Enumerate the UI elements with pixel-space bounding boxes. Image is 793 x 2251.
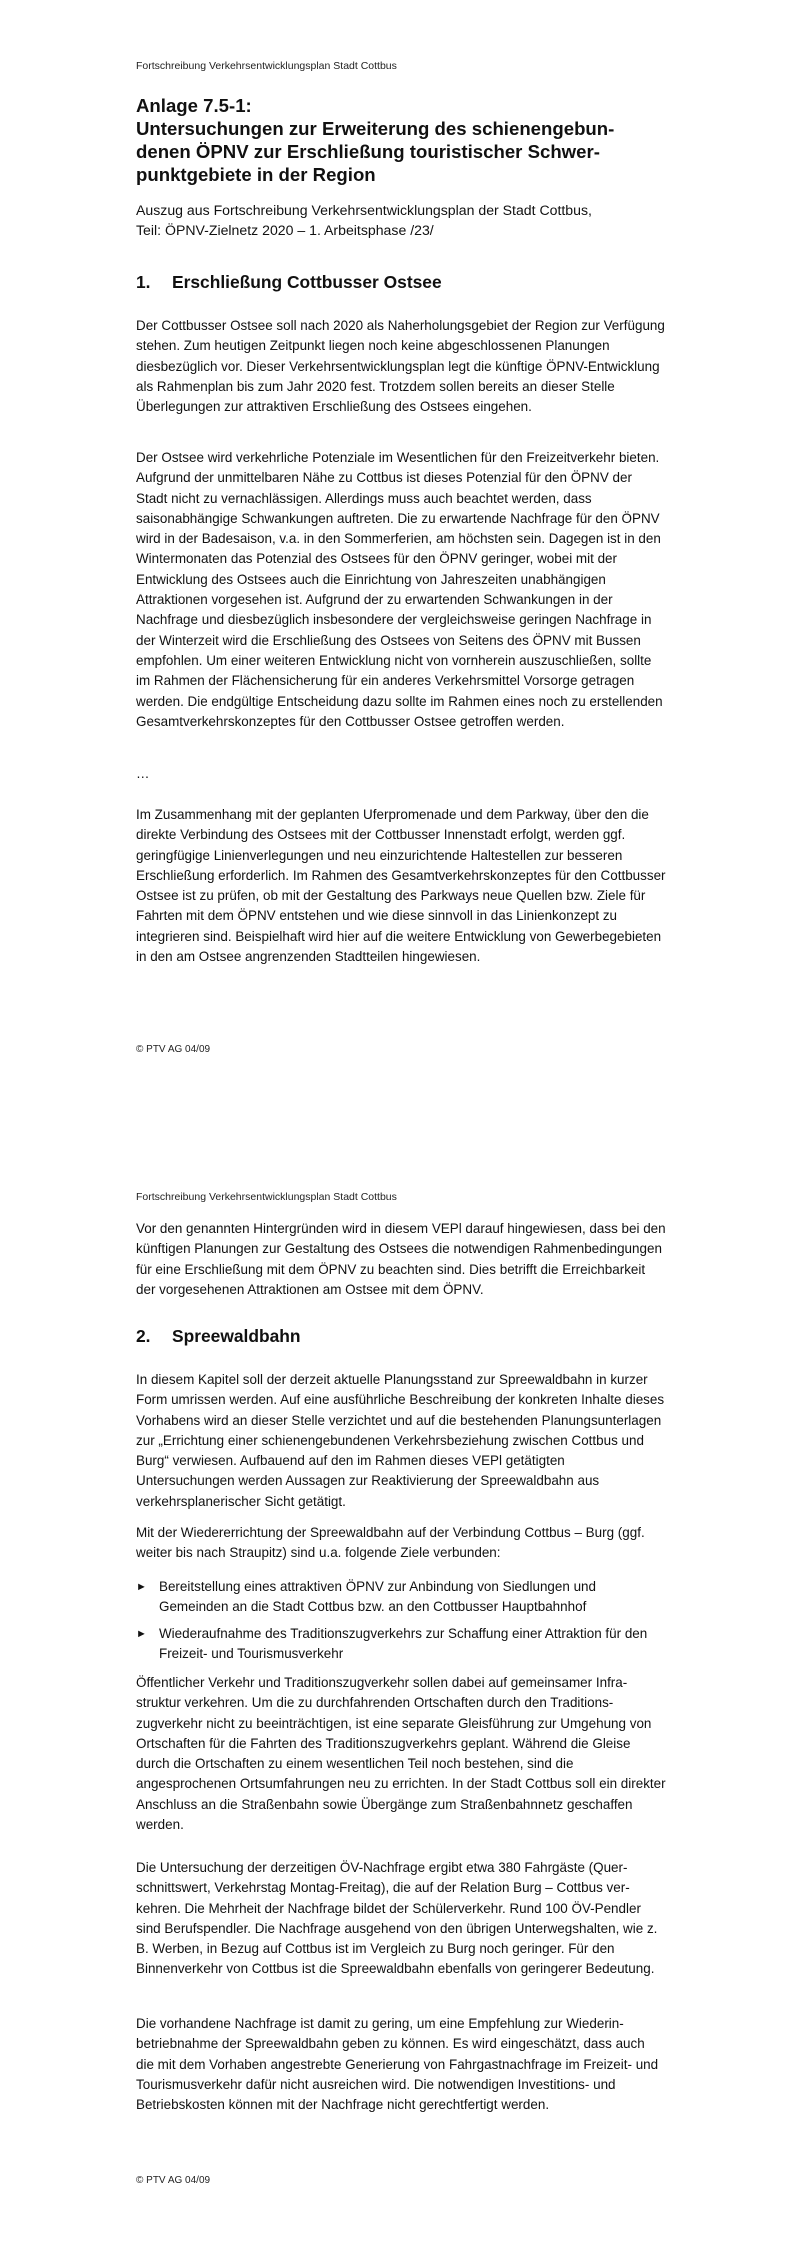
paragraph [136, 1370, 666, 1512]
running-header: Fortschreibung Verkehrsentwicklungsplan Stadt Cottbus [136, 1191, 397, 1203]
paragraph-text: Der Ostsee wird verkehrliche Potenziale im Wesentlichen für den Freizeitverkehr bieten. Aufgrund der unmittelbaren Nähe zu Cottbus ist dieses Potenzial für den ÖPNV der Stadt nicht zu vernachlässigen. Allerdings muss auch beachtet werden, dass saisonabhängige Schwankungen auftreten. Die zu erwartende Nachfrage für den ÖPNV wird in der Badesaison, v.a. in den Sommerferien, am höchsten sein. Dagegen ist in den Wintermonaten das Potenzial des Ostsees für den ÖPNV geringer, wobei mit der Entwicklung des Ostsees auch die Einrichtung von Jahreszeiten unabhängigen Attraktionen vorgesehen ist. Aufgrund der zu erwartenden Schwankungen in der Nachfrage und diesbezüglich insbesondere der vergleichsweise geringen Nachfrage in der Winterzeit wird die Erschließung des Ostsees von Seitens des ÖPNV mit Bussen empfohlen. Um einer weiteren Entwicklung nicht von vornherein auszuschließen, sollte im Rahmen der Flächensicherung für ein anderes Verkehrsmittel Vorsorge getragen werden. Die endgültige Entscheidung dazu sollte im Rahmen eines noch zu erstellenden Gesamtverkehrskonzeptes für den Cottbusser Ostsee getroffen werden. [136, 450, 663, 729]
paragraph-text: Vor den genannten Hintergründen wird in diesem VEPl darauf hingewiesen, dass bei den künftigen Planungen zur Gestaltung des Ostsees die notwendigen Rahmenbedingungen für eine Erschließung mit dem ÖPNV zu beachten sind. Dies betrifft die Erreichbarkeit der vorgesehenen Attraktionen am Ostsee mit dem ÖPNV. [136, 1221, 666, 1297]
paragraph-text: Im Zusammenhang mit der geplanten Uferpromenade und dem Parkway, über den die direkte Verbindung des Ostsees mit der Cottbusser Innenstadt erfolgt, werden ggf. geringfügige Linienverlegungen und neu einzurichtende Haltestellen zur besseren Erschließung erforderlich. Im Rahmen des Gesamtverkehrskonzeptes für den Cottbusser Ostsee ist zu prüfen, ob mit der Gestaltung des Parkways neue Quellen bzw. Ziele für Fahrten mit dem ÖPNV entstehen und wie diese sinnvoll in das Linienkonzept zu integrieren sind. Beispielhaft wird hier auf die weitere Entwicklung von Gewerbegebieten in den am Ostsee angrenzenden Stadtteilen hingewiesen. [136, 807, 666, 965]
bullet-list [136, 1577, 666, 1670]
section-title: Spreewaldbahn [172, 1326, 301, 1346]
source-note: Auszug aus Fortschreibung Verkehrsentwicklungsplan der Stadt Cottbus, Teil: ÖPNV-Zielnetz 2020 – 1. Arbeitsphase /23/ [136, 202, 592, 238]
paragraph-text: In diesem Kapitel soll der derzeit aktuelle Planungsstand zur Spreewaldbahn in kurzer Form umrissen werden. Auf eine ausführliche Beschreibung der konkreten Inhalte dieses Vorhabens wird an dieser Stelle verzichtet und auf die bestehenden Planungsunterlagen zur „Errichtung einer schienengebundenen Verkehrsbeziehung zwischen Cottbus und Burg“ verwiesen. Aufbauend auf den im Rahmen dieses VEPl getätigten Untersuchungen werden Aussagen zur Reaktivierung der Spreewaldbahn aus verkehrsplanerischer Sicht getätigt. [136, 1372, 665, 1509]
page-1-content [136, 94, 666, 240]
paragraph-text: Öffentlicher Verkehr und Traditionszugverkehr sollen dabei auf gemeinsamer Infrastruktur verkehren. Um die zu durchfahrenden Ortschaften durch den Traditionszugverkehr nicht zu beeinträchtigen, ist eine separate Gleisführung zur Umgehung von Ortschaften für die Fahrten des Traditionszugverkehrs geplant. Während die Gleise durch die Ortschaften zu einem wesentlichen Teil noch bestehen, sind die angesprochenen Ortsumfahrungen neu zu errichten. In der Stadt Cottbus soll ein direkter Anschluss an die Straßenbahn sowie Übergänge zum Straßenbahnnetz geschaffen werden. [136, 1675, 666, 1833]
section-2 [136, 1324, 666, 1348]
paragraph-text: Mit der Wiedererrichtung der Spreewaldbahn auf der Verbindung Cottbus – Burg (ggf. weiter bis nach Straupitz) sind u.a. folgende Ziele verbunden: [136, 1525, 645, 1561]
triangle-bullet-icon: ► [136, 1627, 147, 1640]
paragraph-ellipsis [136, 764, 666, 784]
paragraph-text: Der Cottbusser Ostsee soll nach 2020 als Naherholungsgebiet der Region zur Verfügung stehen. Zum heutigen Zeitpunkt liegen noch keine abgeschlossenen Planungen diesbezüglich vor. Dieser Verkehrsentwicklungsplan legt die künftige ÖPNV-Entwicklung als Rahmenplan bis zum Jahr 2020 fest. Trotzdem sollen bereits an dieser Stelle Überlegungen zur attraktiven Erschließung des Ostsees eingehen. [136, 318, 665, 415]
paragraph-text: Die Untersuchung der derzeitigen ÖV-Nachfrage ergibt etwa 380 Fahrgäste (Querschnittswert, Verkehrstag Montag-Freitag), die auf der Relation Burg – Cottbus verkehren. Die Mehrheit der Nachfrage bildet der Schülerverkehr. Rund 100 ÖV-Pendler sind Berufspendler. Die Nachfrage ausgehend von den übrigen Unterwegshalten, wie z. B. Werben, in Bezug auf Cottbus ist im Vergleich zu Burg noch geringer. Für den Binnenverkehr von Cottbus ist die Spreewaldbahn ebenfalls von geringerer Bedeutung. [136, 1860, 658, 1977]
paragraph-text: … [136, 766, 150, 781]
list-item-text: Wiederaufnahme des Traditionszugverkehrs zur Schaffung einer Attraktion für den Freizeit- und Tourismusverkehr [159, 1625, 648, 1661]
section-number: 1. [136, 272, 151, 292]
page-footer: © PTV AG 04/09 [136, 1044, 211, 1055]
section-heading-2 [136, 1324, 666, 1348]
running-header: Fortschreibung Verkehrsentwicklungsplan Stadt Cottbus [136, 60, 397, 72]
annex-title: Anlage 7.5-1: Untersuchungen zur Erweiterung des schienengebun- denen ÖPNV zur Erschließung touristischer Schwer- punktgebiete in der Region [136, 95, 615, 185]
paragraph [136, 448, 666, 732]
paragraph [136, 1673, 666, 1835]
list-item-text: Bereitstellung eines attraktiven ÖPNV zur Anbindung von Siedlungen und Gemeinden an die Stadt Cottbus bzw. an den Cottbusser Hauptbahnhof [159, 1579, 597, 1615]
document-page-2 [0, 1131, 793, 2251]
paragraph [136, 2014, 666, 2115]
paragraph [136, 1219, 666, 1300]
paragraph [136, 316, 666, 417]
section-number: 2. [136, 1326, 151, 1346]
section-1 [136, 270, 666, 294]
document-page-1 [0, 0, 793, 1120]
triangle-bullet-icon: ► [136, 1581, 147, 1593]
list-item [136, 1624, 666, 1665]
paragraph-text: Die vorhandene Nachfrage ist damit zu gering, um eine Empfehlung zur Wiederinbetriebnahme der Spreewaldbahn geben zu können. Es wird eingeschätzt, dass auch die mit dem Vorhaben angestrebte Generierung von Fahrgastnachfrage im Freizeit- und Tourismusverkehr dafür nicht ausreichen wird. Die notwendigen Investitions- und Betriebskosten können mit der Nachfrage nicht gerechtfertigt werden. [136, 2016, 659, 2113]
paragraph [136, 1523, 666, 1564]
section-title: Erschließung Cottbusser Ostsee [172, 272, 442, 292]
paragraph [136, 805, 666, 967]
page-footer: © PTV AG 04/09 [136, 2175, 211, 2186]
section-heading-1 [136, 270, 666, 294]
paragraph [136, 1858, 666, 1980]
list-item [136, 1577, 666, 1618]
